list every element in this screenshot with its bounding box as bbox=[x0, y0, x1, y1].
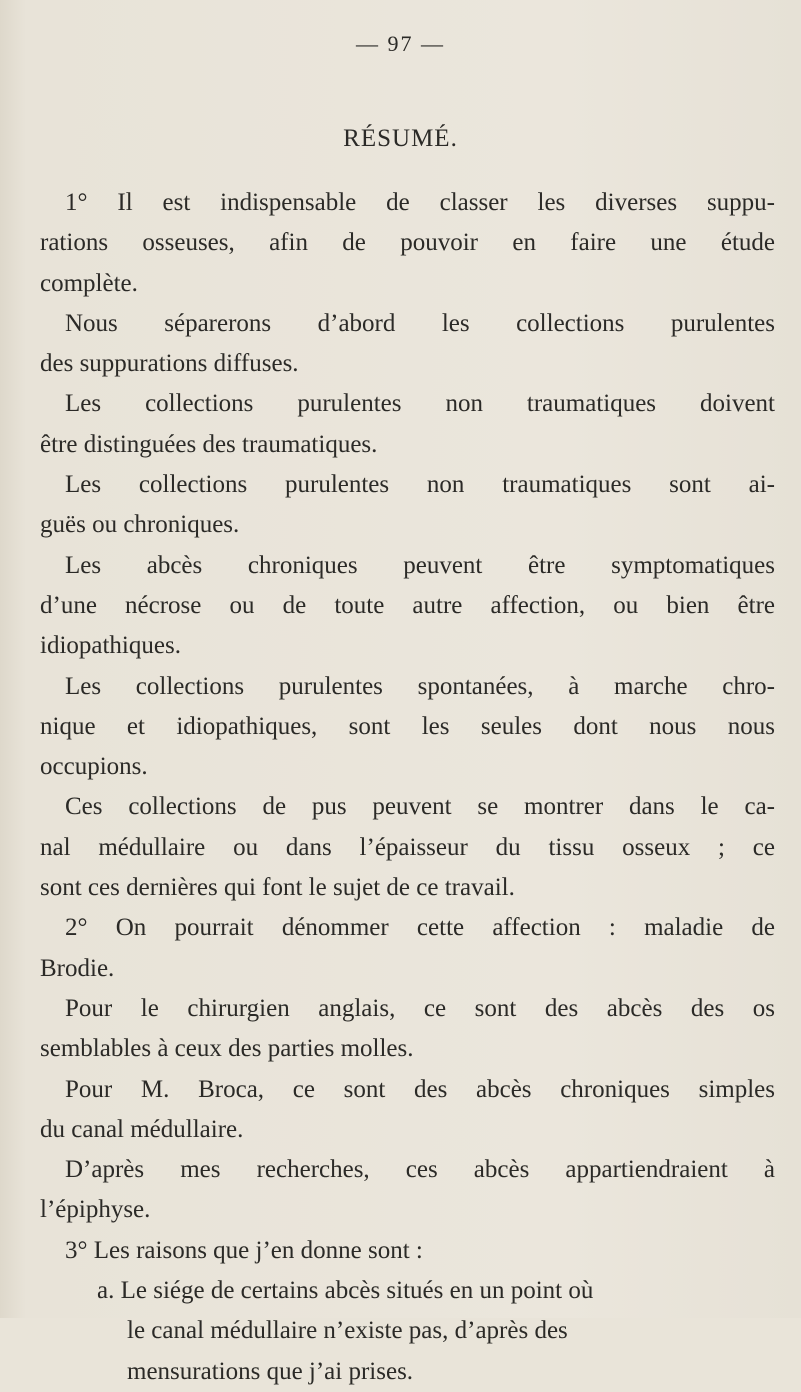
text-line: Les collections purulentes non traumatiques sont ai- bbox=[65, 471, 775, 499]
text-line: guës ou chroniques. bbox=[40, 511, 240, 539]
text-line: Brodie. bbox=[40, 954, 115, 982]
text-line: le canal médullaire n’existe pas, d’après des bbox=[127, 1317, 568, 1345]
text-line: Pour le chirurgien anglais, ce sont des abcès des os bbox=[65, 994, 775, 1022]
text-line: rations osseuses, afin de pouvoir en faire une étude bbox=[40, 229, 775, 257]
text-line: 2° On pourrait dénommer cette affection : maladie de bbox=[65, 914, 775, 942]
text-line: l’épiphyse. bbox=[40, 1196, 151, 1224]
text-line: d’une nécrose ou de toute autre affection, ou bien être bbox=[40, 591, 775, 619]
text-line: du canal médullaire. bbox=[40, 1115, 244, 1143]
text-line: Nous séparerons d’abord les collections purulentes bbox=[65, 309, 775, 337]
text-line: des suppurations diffuses. bbox=[40, 350, 299, 378]
text-line: Pour M. Broca, ce sont des abcès chroniques simples bbox=[65, 1075, 775, 1103]
section-heading: RÉSUMÉ. bbox=[343, 125, 458, 152]
text-line: Les abcès chroniques peuvent être symptomatiques bbox=[65, 551, 775, 579]
text-line: Les collections purulentes spontanées, à marche chro- bbox=[65, 672, 775, 700]
text-line: nal médullaire ou dans l’épaisseur du tissu osseux ; ce bbox=[40, 833, 775, 861]
text-line: être distinguées des traumatiques. bbox=[40, 430, 378, 458]
text-line: complète. bbox=[40, 269, 138, 297]
text-line: a. Le siége de certains abcès situés en un point où bbox=[97, 1277, 594, 1305]
text-line: idiopathiques. bbox=[40, 632, 181, 660]
text-line: semblables à ceux des parties molles. bbox=[40, 1035, 414, 1063]
text-line: occupions. bbox=[40, 753, 148, 781]
text-line: D’après mes recherches, ces abcès appartiendraient à bbox=[65, 1156, 775, 1184]
text-line: Ces collections de pus peuvent se montrer dans le ca- bbox=[65, 793, 775, 821]
text-line: 1° Il est indispensable de classer les diverses suppu- bbox=[65, 189, 775, 216]
page-number: — 97 — bbox=[356, 31, 445, 56]
text-line: 3° Les raisons que j’en donne sont : bbox=[65, 1236, 423, 1264]
text-line: mensurations que j’ai prises. bbox=[127, 1357, 414, 1385]
text-line: sont ces dernières qui font le sujet de ce travail. bbox=[40, 874, 515, 902]
body-text bbox=[40, 183, 775, 1392]
text-line: nique et idiopathiques, sont les seules dont nous nous bbox=[40, 712, 775, 740]
text-line: Les collections purulentes non traumatiques doivent bbox=[65, 390, 775, 418]
